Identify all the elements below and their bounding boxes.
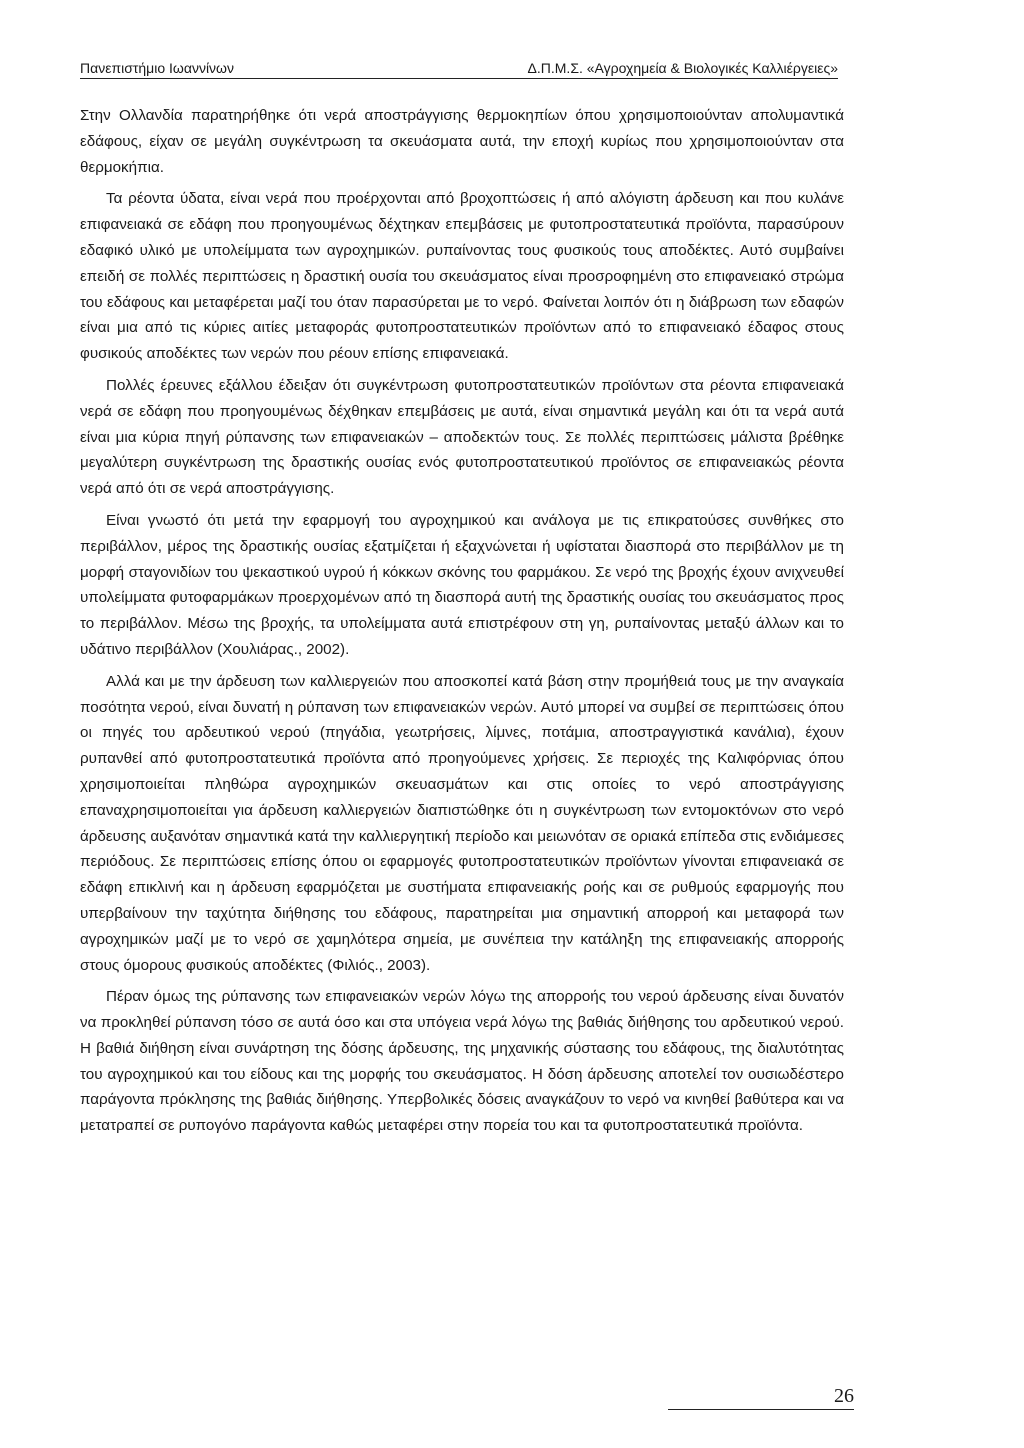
header-program: Δ.Π.Μ.Σ. «Αγροχημεία & Βιολογικές Καλλιέργειες» [527,60,838,76]
running-header [80,58,838,79]
header-university: Πανεπιστήμιο Ιωαννίνων [80,60,234,76]
paragraph: Τα ρέοντα ύδατα, είναι νερά που προέρχονται από βροχοπτώσεις ή από αλόγιστη άρδευση και που κυλάνε επιφανειακά σε εδάφη που προηγουμένως δέχτηκαν επεμβάσεις με φυτοπροστατευτικά προϊόντα, παρασύρουν εδαφικό υλικό με υπολείμματα των αγροχημικών. ρυπαίνοντας τους φυσικούς τους αποδέκτες. Αυτό συμβαίνει επειδή σε πολλές περιπτώσεις η δραστική ουσία του σκευάσματος είναι προσροφημένη στο επιφανειακό στρώμα του εδάφους και μεταφέρεται μαζί του όταν παρασύρεται με το νερό. Φαίνεται λοιπόν ότι η διάβρωση των εδαφών είναι μια από τις κύριες αιτίες μεταφοράς φυτοπροστατευτικών προϊόντων από το επιφανειακό έδαφος στους φυσικούς αποδέκτες των νερών που ρέουν επίσης επιφανειακά. [80,190,844,363]
paragraph: Στην Ολλανδία παρατηρήθηκε ότι νερά αποστράγγισης θερμοκηπίων όπου χρησιμοποιούνταν απολυμαντικά εδάφους, είχαν σε μεγάλη συγκέντρωση τα σκευάσματα αυτά, την εποχή κυρίως που χρησιμοποιούνταν στα θερμοκήπια. [80,107,844,176]
paragraph: Πολλές έρευνες εξάλλου έδειξαν ότι συγκέντρωση φυτοπροστατευτικών προϊόντων στα ρέοντα επιφανειακά νερά σε εδάφη που προηγουμένως δέχθηκαν επεμβάσεις με αυτά, είναι σημαντικά μεγάλη και ότι τα νερά αυτά είναι μια κύρια πηγή ρύπανσης των επιφανειακών – αποδεκτών τους. Σε πολλές περιπτώσεις μάλιστα βρέθηκε μεγαλύτερη συγκέντρωση της δραστικής ουσίας ενός φυτοπροστατευτικού προϊόντος σε επιφανειακώς ρέοντα νερά από ότι σε νερά αποστράγγισης. [80,376,844,498]
paragraph: Είναι γνωστό ότι μετά την εφαρμογή του αγροχημικού και ανάλογα με τις επικρατούσες συνθήκες στο περιβάλλον, μέρος της δραστικής ουσίας εξατμίζεται ή εξαχνώνεται ή υφίσταται διασπορά στο περιβάλλον με τη μορφή σταγονιδίων του ψεκαστικού υγρού ή κόκκων σκόνης του φαρμάκου. Σε νερό της βροχής έχουν ανιχνευθεί υπολείμματα φυτοφαρμάκων προερχομένων από τη διασπορά αυτή της δραστικής ουσίας του σκευάσματος προς το περιβάλλον. Μέσω της βροχής, τα υπολείμματα αυτά επιστρέφουν στη γη, ρυπαίνοντας μεταξύ άλλων και το υδάτινο περιβάλλον (Χουλιάρας., 2002). [80,511,844,658]
page-number-rule [668,1383,854,1410]
body-text [80,103,844,1145]
paragraph: Πέραν όμως της ρύπανσης των επιφανειακών νερών λόγω της απορροής του νερού άρδευσης είναι δυνατόν να προκληθεί ρύπανση τόσο σε αυτά όσο και στα υπόγεια νερά λόγω της βαθιάς διήθησης του αρδευτικού νερού. Η βαθιά διήθηση είναι συνάρτηση της δόσης άρδευσης, της μηχανικής σύστασης του εδάφους, της διαλυτότητας του αγροχημικού και του είδους και της μορφής του σκευάσματος. Η δόση άρδευσης αποτελεί τον ουσιωδέστερο παράγοντα πρόκλησης της βαθιάς διήθησης. Υπερβολικές δόσεις αναγκάζουν το νερό να κινηθεί βαθύτερα και να μετατραπεί σε ρυπογόνο παράγοντα καθώς μεταφέρει στην πορεία του και τα φυτοπροστατευτικά προϊόντα. [80,988,844,1135]
paragraph: Αλλά και με την άρδευση των καλλιεργειών που αποσκοπεί κατά βάση στην προμήθειά τους με την αναγκαία ποσότητα νερού, είναι δυνατή η ρύπανση των επιφανειακών νερών. Αυτό μπορεί να συμβεί σε περιπτώσεις όπου οι πηγές του αρδευτικού νερού (πηγάδια, γεωτρήσεις, λίμνες, ποτάμια, αποστραγγιστικά κανάλια), έχουν ρυπανθεί από φυτοπροστατευτικά προϊόντα από προηγούμενες χρήσεις. Σε περιοχές της Καλιφόρνιας όπου χρησιμοποιείται πληθώρα αγροχημικών σκευασμάτων και στις οποίες το νερό αποστράγγισης επαναχρησιμοποιείται για άρδευση καλλιεργειών διαπιστώθηκε ότι η συγκέντρωση των εντομοκτόνων στο νερό άρδευσης αυξανόταν σημαντικά κατά την καλλιεργητική περίοδο και μειωνόταν σε οριακά επίπεδα στις ενδιάμεσες περιόδους. Σε περιπτώσεις επίσης όπου οι εφαρμογές φυτοπροστατευτικών προϊόντων γίνονται επιφανειακά σε εδάφη επικλινή και η άρδευση εφαρμόζεται με συστήματα επιφανειακής ροής και σε ρυθμούς εφαρμογής που υπερβαίνουν την ταχύτητα διήθησης του εδάφους, παρατηρείται μια σημαντική απορροή και μεταφορά των αγροχημικών μαζί με το νερό σε χαμηλότερα σημεία, με συνέπεια την κατάληξη της επιφανειακής απορροής στους όμορους φυσικούς αποδέκτες (Φιλιός., 2003). [80,672,844,974]
page-number: 26 [834,1385,854,1407]
